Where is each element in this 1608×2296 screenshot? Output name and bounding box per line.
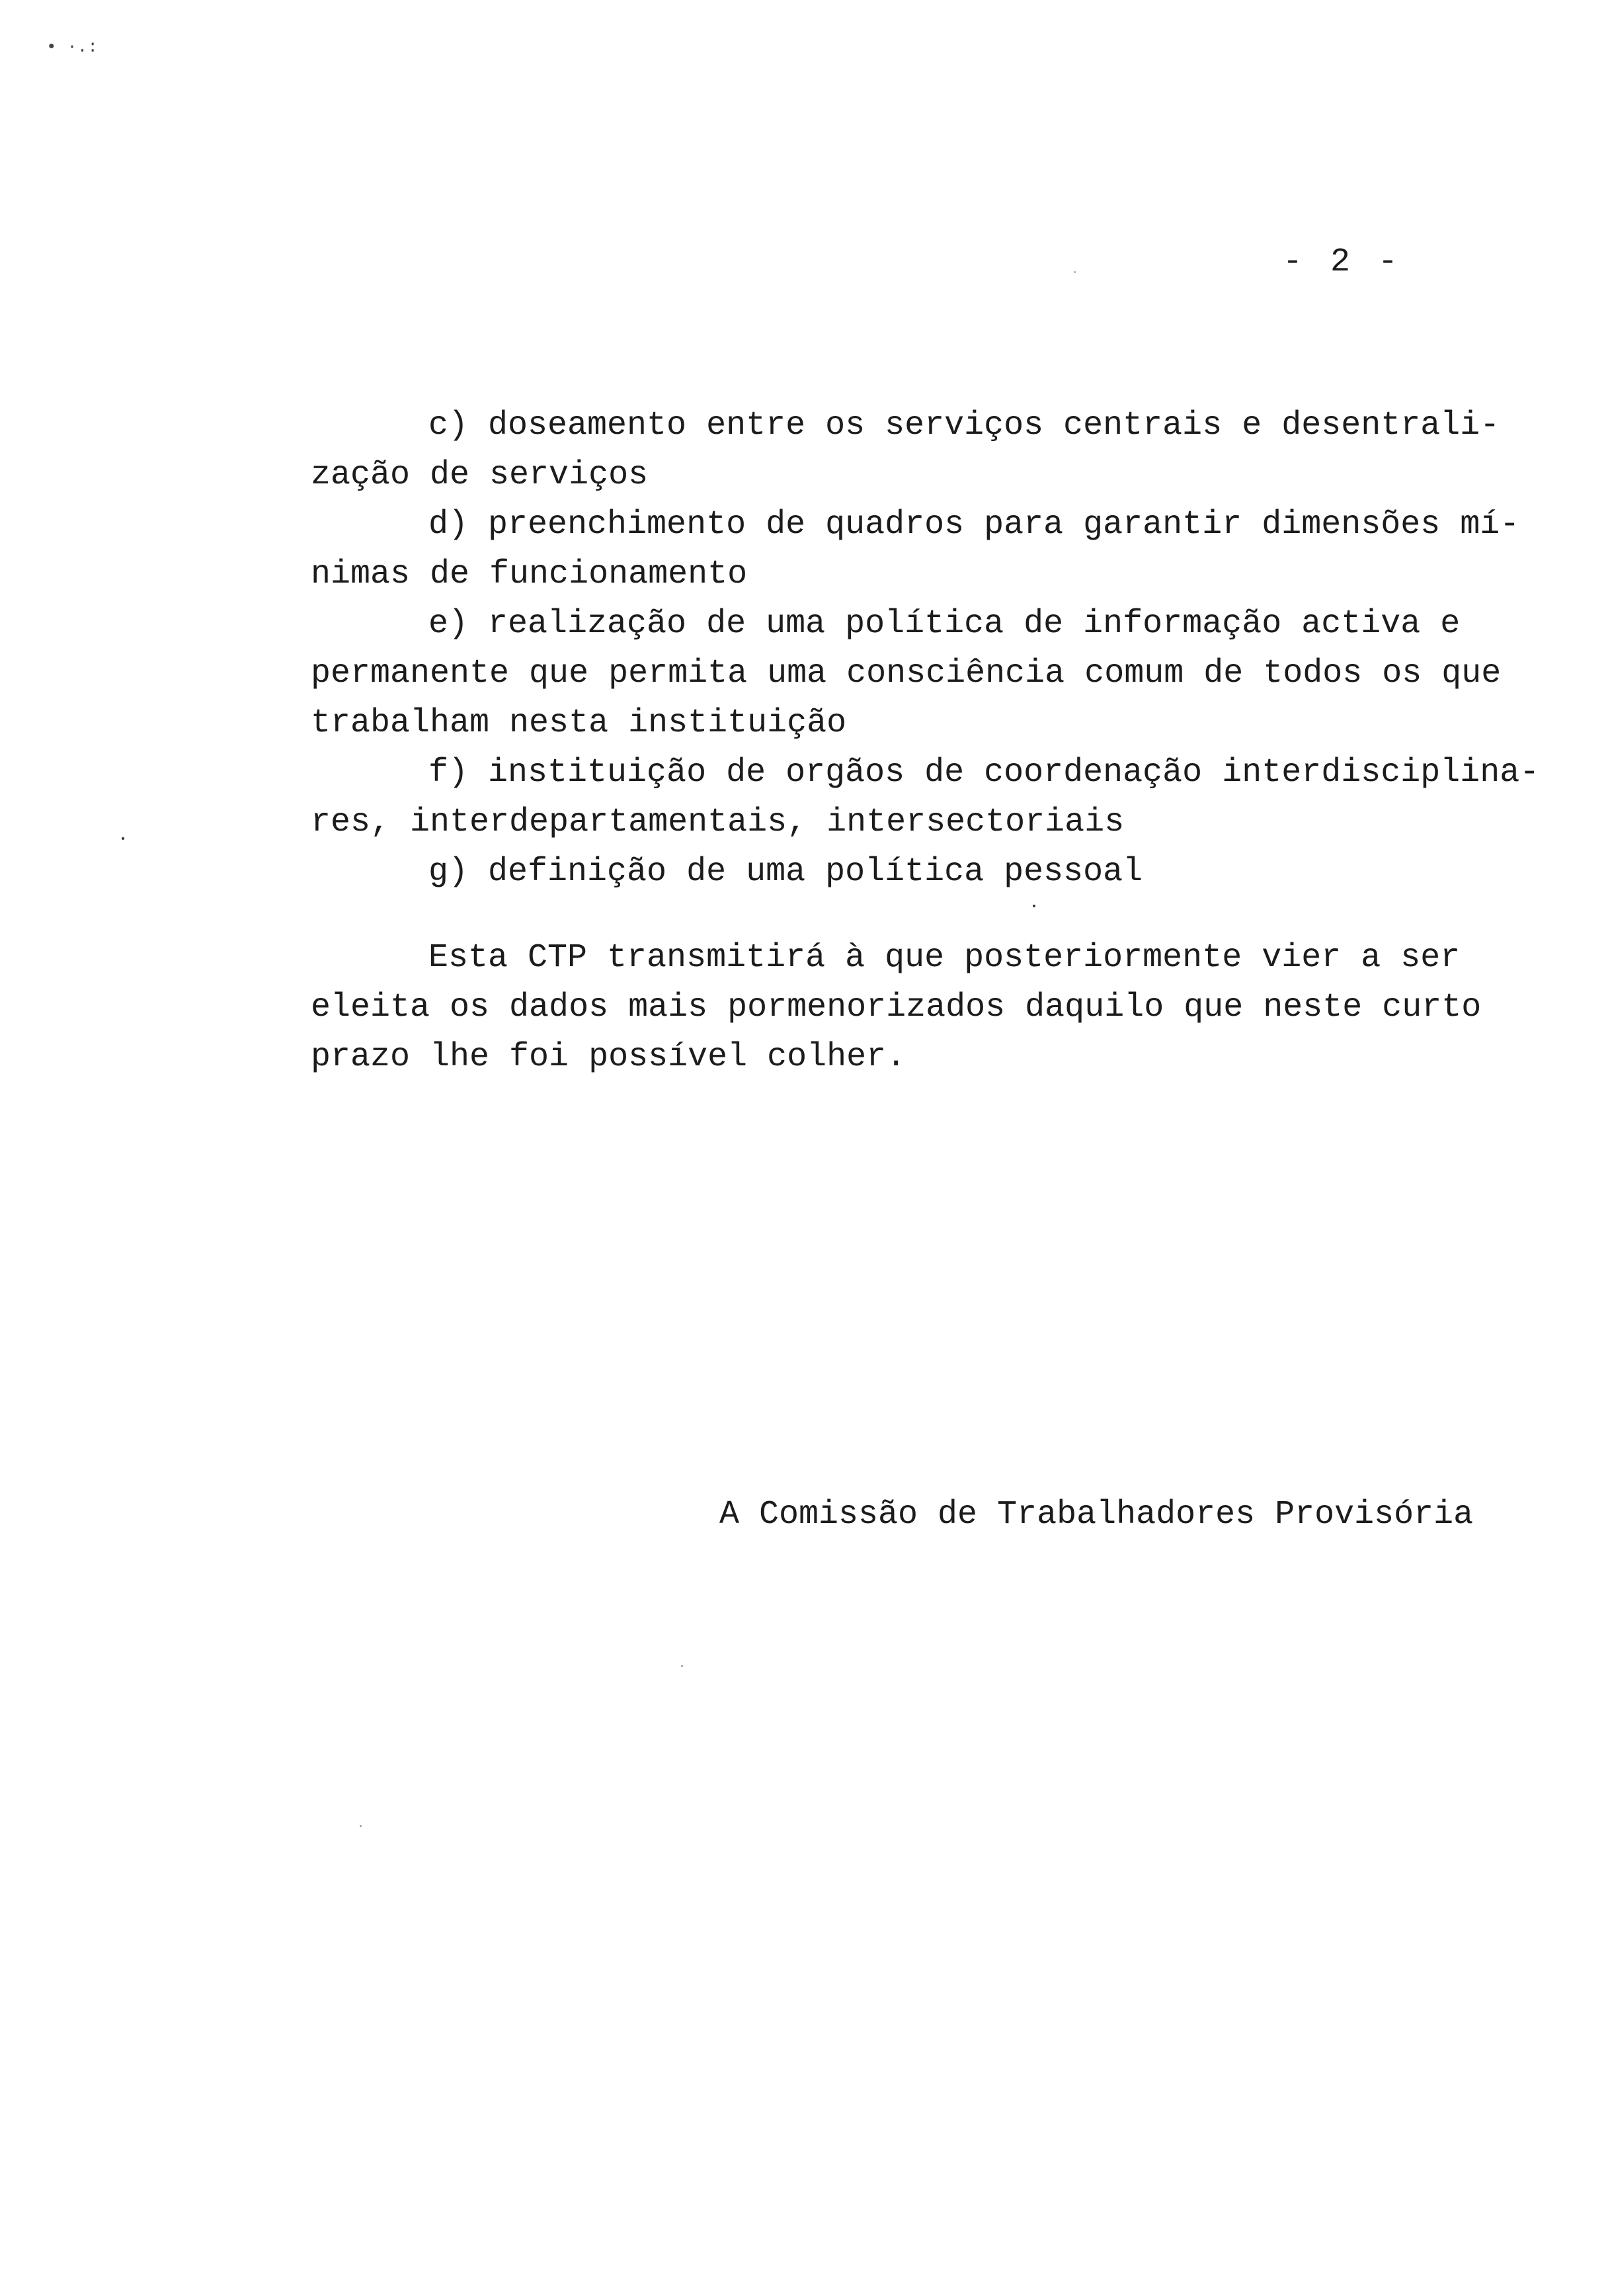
scan-speck — [122, 837, 124, 840]
list-item-c-continuation: zação de serviços — [311, 456, 649, 494]
list-item-e-continuation-2: trabalham nesta instituição — [311, 704, 847, 742]
corner-marks: • ·.: — [46, 37, 99, 57]
paragraph-gap — [311, 897, 1541, 933]
closing-paragraph-line-1: Esta CTP transmitirá à que posteriormente vier a ser — [428, 939, 1461, 977]
signature: A Comissão de Trabalhadores Provisória — [719, 1496, 1474, 1534]
list-item-d-continuation: nimas de funcionamento — [311, 555, 748, 593]
scan-speck — [1033, 905, 1035, 907]
list-item-g: g) definição de uma política pessoal — [428, 853, 1143, 891]
list-item-e-continuation: permanente que permita uma consciência comum de todos os que — [311, 655, 1502, 692]
list-item-c: c) doseamento entre os serviços centrais e desentrali- — [428, 407, 1500, 444]
body-text — [311, 401, 1541, 1082]
closing-paragraph-line-2: eleita os dados mais pormenorizados daquilo que neste curto — [311, 989, 1482, 1026]
list-item-e: e) realização de uma política de informação activa e — [428, 605, 1461, 643]
scan-speck — [360, 1825, 362, 1827]
list-item-f-continuation: res, interdepartamentais, intersectoriais — [311, 803, 1125, 841]
list-item-f: f) instituição de orgãos de coordenação interdisciplina- — [428, 754, 1540, 792]
page-number: - 2 - — [1283, 243, 1402, 281]
closing-paragraph-line-3: prazo lhe foi possível colher. — [311, 1038, 906, 1076]
list-item-d: d) preenchimento de quadros para garantir dimensões mí- — [428, 506, 1520, 544]
scan-speck — [681, 1665, 683, 1667]
scan-speck — [1074, 271, 1076, 273]
